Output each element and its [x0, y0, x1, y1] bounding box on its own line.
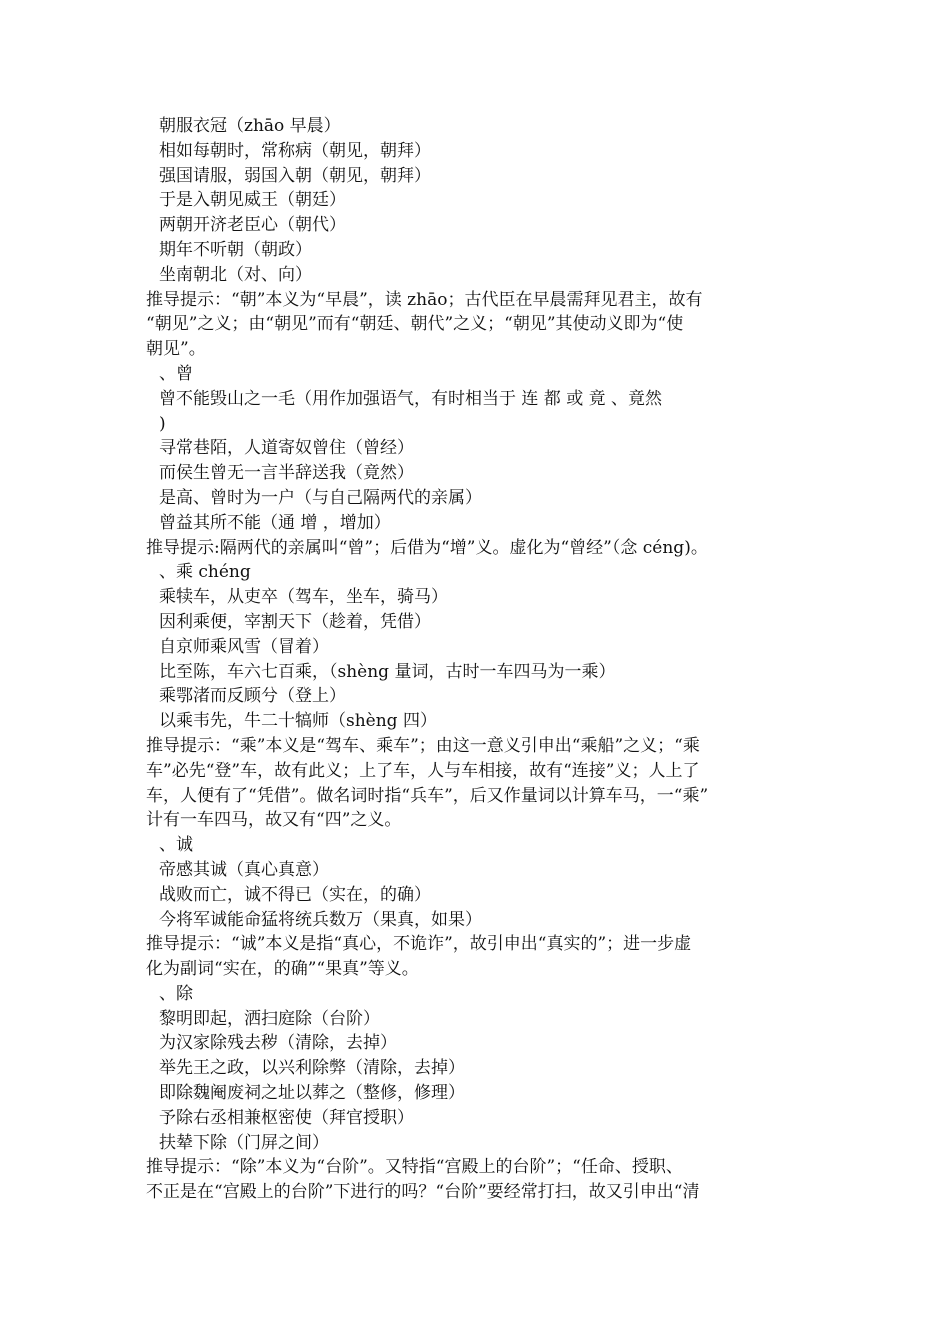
entry-section	[146, 982, 810, 1205]
example-line: 而侯生曾无一言半辞送我（竟然）	[159, 463, 414, 484]
entry-section	[146, 560, 810, 833]
example-line: 曾益其所不能（通 增 ，增加）	[159, 512, 391, 533]
example-line: 曾不能毁山之一毛（用作加强语气，有时相当于 连 都 或 竟 、竟然	[159, 388, 663, 409]
derivation-hint-line: 推导提示：“乘”本义是“驾车、乘车”；由这一意义引申出“乘船”之义；“乘	[146, 735, 700, 756]
example-line: 两朝开济老臣心（朝代）	[159, 215, 346, 236]
entry-section	[146, 114, 810, 362]
example-line: 乘犊车，从吏卒（驾车，坐车，骑马）	[159, 587, 448, 608]
document-body	[146, 114, 810, 1205]
entry-heading: 、曾	[159, 363, 193, 384]
example-line: 相如每朝时，常称病（朝见，朝拜）	[159, 140, 431, 161]
example-line: 比至陈，车六七百乘，（shèng 量词，古时一车四马为一乘）	[159, 661, 616, 682]
example-line: 扶辇下除（门屏之间）	[159, 1132, 329, 1153]
derivation-hint-line: 不正是在“宫殿上的台阶”下进行的吗？“台阶”要经常打扫，故又引申出“清	[146, 1182, 700, 1203]
example-line: 寻常巷陌，人道寄奴曾住（曾经）	[159, 438, 414, 459]
entry-heading: 、乘 chéng	[159, 562, 251, 583]
derivation-hint-line: 朝见”。	[146, 339, 206, 360]
derivation-hint-line: 推导提示：“除”本义为“台阶”。又特指“宫殿上的台阶”；“任命、授职、	[146, 1157, 683, 1178]
example-line: 为汉家除残去秽（清除，去掉）	[159, 1033, 397, 1054]
example-line: 即除魏阉废祠之址以葬之（整修，修理）	[159, 1083, 465, 1104]
example-line: 予除右丞相兼枢密使（拜官授职）	[159, 1107, 414, 1128]
example-line: )	[159, 413, 166, 434]
derivation-hint-line: 计有一车四马，故又有“四”之义。	[146, 810, 402, 831]
derivation-hint-line: 车”必先“登”车，故有此义；上了车，人与车相接，故有“连接”义；人上了	[146, 760, 700, 781]
example-line: 帝感其诚（真心真意）	[159, 859, 329, 880]
example-line: 战败而亡，诚不得已（实在，的确）	[159, 884, 431, 905]
example-line: 乘鄂渚而反顾兮（登上）	[159, 686, 346, 707]
example-line: 黎明即起，洒扫庭除（台阶）	[159, 1008, 380, 1029]
example-line: 自京师乘风雪（冒着）	[159, 636, 329, 657]
example-line: 今将军诚能命猛将统兵数万（果真，如果）	[159, 909, 482, 930]
derivation-hint-line: 推导提示:隔两代的亲属叫“曾”；后借为“增”义。虚化为“曾经”（念 céng)。	[146, 537, 708, 558]
example-line: 于是入朝见威王（朝廷）	[159, 190, 346, 211]
example-line: 以乘韦先，牛二十犒师（shèng 四）	[159, 711, 437, 732]
example-line: 朝服衣冠（zhāo 早晨）	[159, 116, 341, 136]
derivation-hint-line: 推导提示：“诚”本义是指“真心，不诡诈”，故引申出“真实的”；进一步虚	[146, 934, 692, 955]
example-line: 举先王之政，以兴利除弊（清除，去掉）	[159, 1058, 465, 1079]
derivation-hint-line: “朝见”之义；由“朝见”而有“朝廷、朝代”之义；“朝见”其使动义即为“使	[146, 314, 684, 335]
entry-section	[146, 833, 810, 982]
example-line: 期年不听朝（朝政）	[159, 239, 312, 260]
example-line: 强国请服，弱国入朝（朝见，朝拜）	[159, 165, 431, 186]
entry-heading: 、除	[159, 983, 193, 1004]
derivation-hint-line: 化为副词“实在，的确”“果真”等义。	[146, 959, 419, 980]
entry-heading: 、诚	[159, 835, 193, 856]
entry-section	[146, 362, 810, 560]
example-line: 坐南朝北（对、向）	[159, 264, 312, 285]
derivation-hint-line: 车，人便有了“凭借”。做名词时指“兵车”，后又作量词以计算车马，一“乘”	[146, 785, 709, 806]
derivation-hint-line: 推导提示：“朝”本义为“早晨”，读 zhāo；古代臣在早晨需拜见君主，故有	[146, 289, 703, 310]
example-line: 因利乘便，宰割天下（趁着，凭借）	[159, 611, 431, 632]
example-line: 是高、曾时为一户（与自己隔两代的亲属）	[159, 487, 482, 508]
